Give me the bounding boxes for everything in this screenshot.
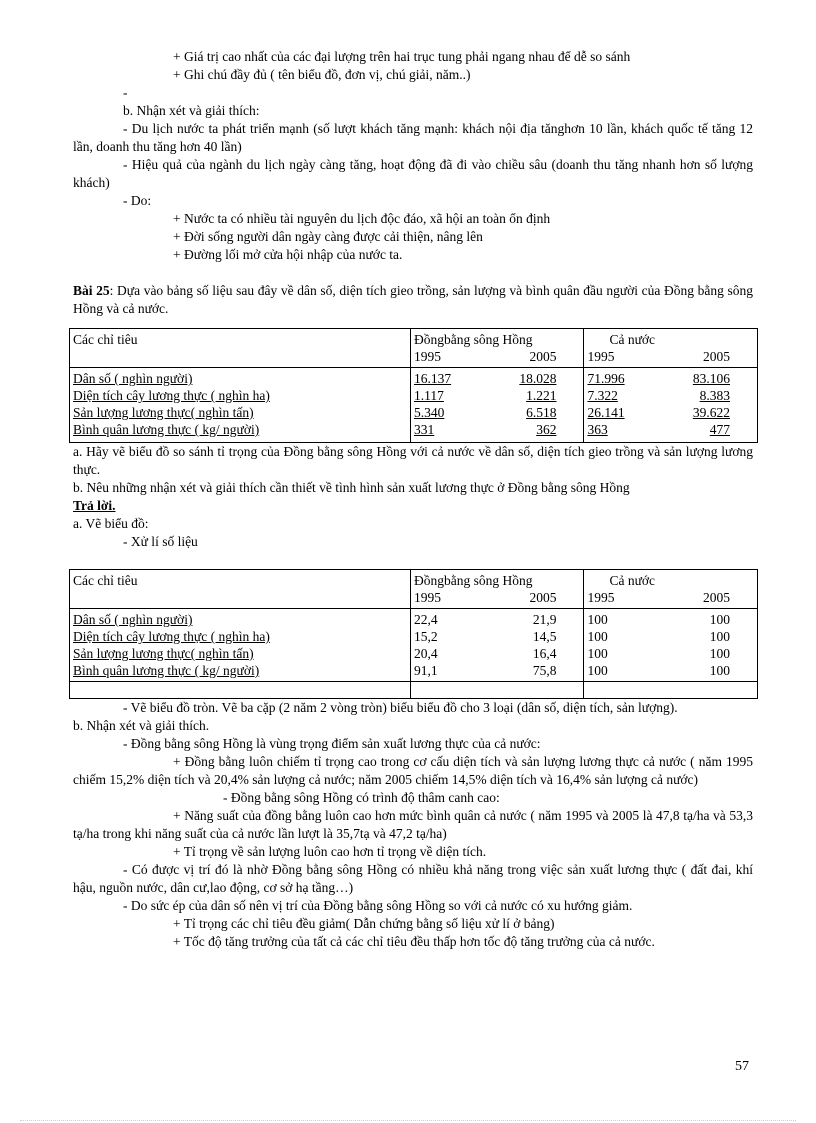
- comment-2a: + Năng suất của đồng bằng luôn cao hơn mức bình quân cả nước ( năm 1995 và 2005 là 47,8 tạ/ha và 53,3 tạ/ha trong khi năng suất của cả nước lần lượt là 35,7tạ và 47,2 tạ/ha): [73, 808, 753, 841]
- table1-region-values: 16.137 18.028 1.117 1.221 5.340 6.518 331 362: [410, 368, 584, 443]
- top-line-3: -: [123, 85, 128, 100]
- answer-title: Trả lời.: [73, 498, 116, 513]
- question-b: b. Nêu những nhận xét và giải thích cần thiết về tình hình sản xuất lương thực ở Đồng bằng sông Hồng: [73, 480, 630, 495]
- table2-header-indicator: Các chỉ tiêu: [70, 570, 411, 609]
- table-row: Dân số ( nghìn người): [73, 612, 193, 627]
- table1-header-indicator: Các chỉ tiêu: [70, 329, 411, 368]
- table2-empty-cell: [410, 682, 584, 699]
- exercise-prompt: [73, 282, 753, 318]
- exercise-text: : Dựa vào bảng số liệu sau đây về dân số, diện tích gieo trồng, sản lượng và bình quân đầu người của Đồng bằng sông Hồng và cả nước.: [73, 283, 753, 316]
- table-row: Diện tích cây lương thực ( nghìn ha): [73, 629, 270, 644]
- table2-country-values: 100 100 100 100 100 100 100 100: [584, 609, 758, 682]
- section-b1-paragraph-1: - Du lịch nước ta phát triển mạnh (số lượt khách tăng mạnh: khách nội địa tănghơn 10 lần, khách quốc tế tăng 12 lần, doanh thu tăng hơn 40 lần): [73, 121, 753, 154]
- comment-4a: + Tỉ trọng các chỉ tiêu đều giảm( Dẫn chứng bằng số liệu xử lí ở bảng): [173, 916, 555, 931]
- table2-header-region: Đồngbằng sông Hồng 1995 2005: [410, 570, 584, 609]
- table-row: Sản lượng lương thực( nghìn tấn): [73, 646, 254, 661]
- comment-4b: + Tốc độ tăng trưởng của tất cả các chỉ tiêu đều thấp hơn tốc độ tăng trưởng của cả nước.: [173, 934, 655, 949]
- table2-empty-cell: [584, 682, 758, 699]
- section-b1-do: - Do:: [123, 193, 152, 208]
- reason-2: + Đời sống người dân ngày càng được cải thiện, nâng lên: [173, 229, 483, 244]
- table-raw-data: [69, 328, 758, 443]
- table-processed-data: [69, 569, 758, 699]
- section-b1-paragraph-2: - Hiệu quả của ngành du lịch ngày càng tăng, hoạt động đã đi vào chiều sâu (doanh thu tăng nhanh hơn số lượng khách): [73, 157, 753, 190]
- comment-2b: + Tỉ trọng về sản lượng luôn cao hơn tỉ trọng về diện tích.: [173, 844, 487, 859]
- answer-a-heading: a. Vẽ biểu đồ:: [73, 516, 149, 531]
- top-line-2: + Ghi chú đầy đủ ( tên biểu đồ, đơn vị, chú giải, năm..): [173, 67, 471, 82]
- answer-process-data: - Xử lí số liệu: [123, 534, 198, 549]
- section-b1-heading: b. Nhận xét và giải thích:: [123, 103, 260, 118]
- table2-region-values: 22,4 21,9 15,2 14,5 20,4 16,4 91,1 75,8: [410, 609, 584, 682]
- question-a: a. Hãy vẽ biểu đồ so sánh tỉ trọng của Đồng bằng sông Hồng với cả nước về dân số, diện tích gieo trồng và sản lượng lương thực.: [73, 444, 753, 477]
- table2-row-names: [70, 609, 411, 682]
- comment-2: - Đồng bằng sông Hồng có trình độ thâm canh cao:: [223, 790, 500, 805]
- reason-3: + Đường lối mở cửa hội nhập của nước ta.: [173, 247, 403, 262]
- table1-row-names: [70, 368, 411, 443]
- comment-1a: + Đồng bằng luôn chiếm tỉ trọng cao trong cơ cấu diện tích và sản lượng lương thực cả nước ( năm 1995 chiếm 15,2% diện tích và 20,4% sản lượng cả nước; năm 2005 chiếm 14,5% diện tích và 16,4% sản lượng cả nước): [73, 754, 753, 787]
- table1-header-country: Cả nước 1995 2005: [584, 329, 758, 368]
- table-row: Bình quân lương thực ( kg/ người): [73, 663, 260, 678]
- table1-header-region: Đồngbằng sông Hồng 1995 2005: [410, 329, 584, 368]
- table-row: Sản lượng lương thực( nghìn tấn): [73, 405, 254, 420]
- page-number: 57: [735, 1059, 749, 1074]
- comment-1: - Đồng bằng sông Hồng là vùng trọng điểm sản xuất lương thực của cả nước:: [123, 736, 541, 751]
- section-b2-heading: b. Nhận xét và giải thích.: [73, 718, 210, 733]
- chart-note: - Vẽ biểu đồ tròn. Vẽ ba cặp (2 năm 2 vòng tròn) biểu biểu đồ cho 3 loại (dân số, diện tích, sản lượng).: [123, 700, 678, 715]
- table-row: Dân số ( nghìn người): [73, 371, 193, 386]
- top-line-1: + Giá trị cao nhất của các đại lượng trên hai trục tung phải ngang nhau để dễ so sánh: [173, 49, 631, 64]
- table1-country-values: 71.996 83.106 7.322 8.383 26.141 39.622 363 477: [584, 368, 758, 443]
- page-bottom-divider: [20, 1120, 796, 1121]
- reason-1: + Nước ta có nhiều tài nguyên du lịch độc đáo, xã hội an toàn ổn định: [173, 211, 551, 226]
- page-content: [73, 48, 753, 951]
- table2-empty-cell: [70, 682, 411, 699]
- comment-3: - Có được vị trí đó là nhờ Đồng bằng sông Hồng có nhiều khả năng trong việc sản xuất lương thực ( đất đai, khí hậu, nguồn nước, dân cư,lao động, cơ sở hạ tầng…): [73, 862, 753, 895]
- table-row: Bình quân lương thực ( kg/ người): [73, 422, 260, 437]
- comment-4: - Do sức ép của dân số nên vị trí của Đồng bằng sông Hồng so với cả nước có xu hướng giảm.: [123, 898, 633, 913]
- table2-header-country: Cả nước 1995 2005: [584, 570, 758, 609]
- table-row: Diện tích cây lương thực ( nghìn ha): [73, 388, 270, 403]
- exercise-label: Bài 25: [73, 283, 110, 298]
